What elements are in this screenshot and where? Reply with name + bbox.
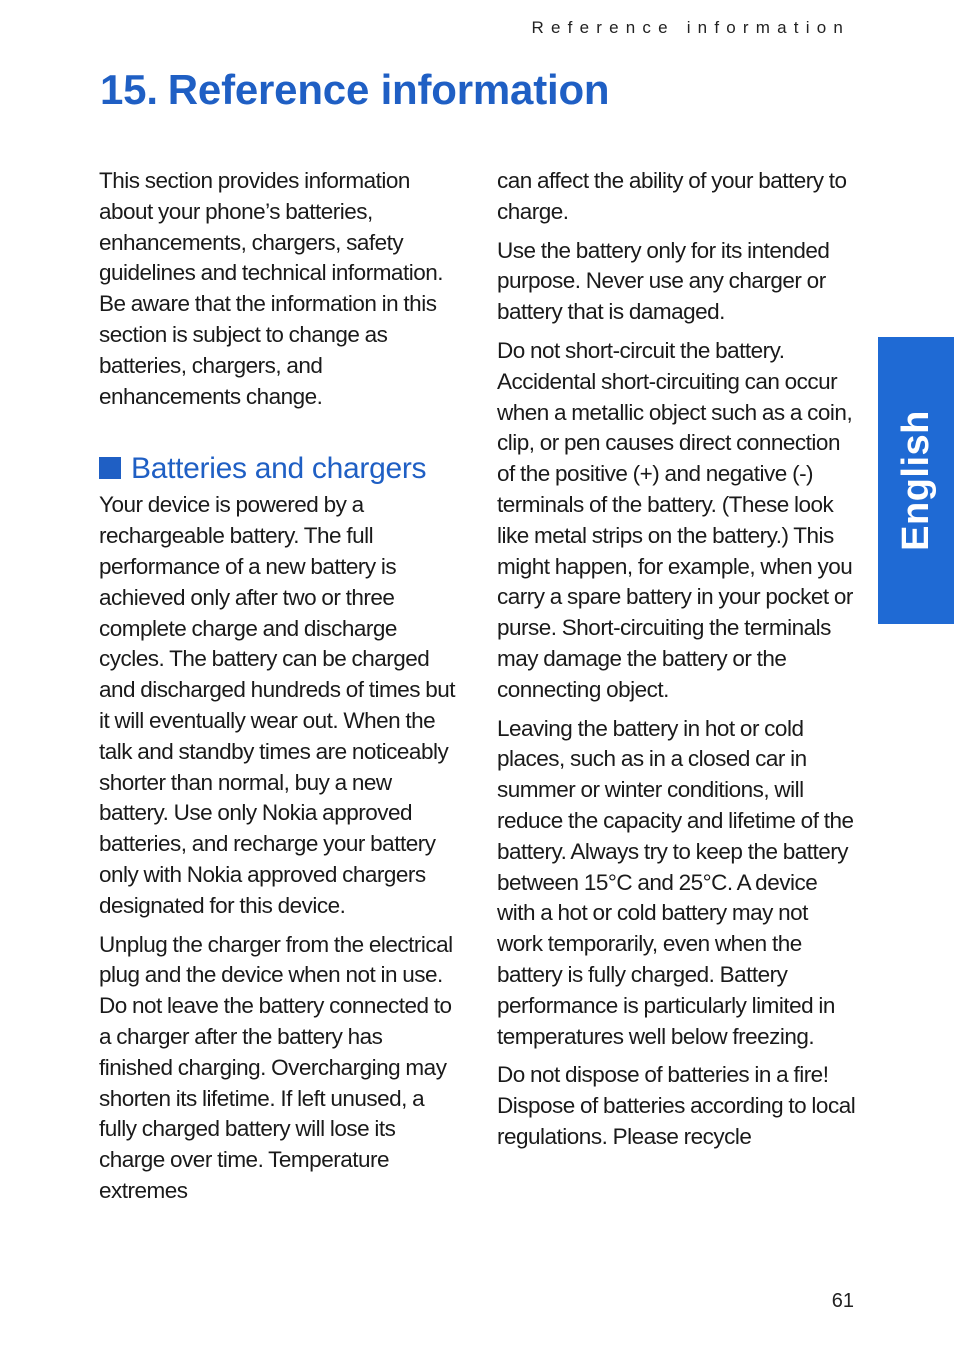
chapter-title-text: Reference information <box>167 66 610 113</box>
chapter-number: 15. <box>100 66 158 113</box>
running-header: Reference information <box>531 18 850 37</box>
body-paragraph: can affect the ability of your battery to charge. <box>497 168 847 224</box>
section-square-icon <box>99 457 121 479</box>
intro-paragraph: This section provides information about your phone’s batteries, enhancements, chargers, safety guidelines and technical information. Be aware that the information in this section is subject to change as batteries, chargers, and enhancements change. <box>99 168 443 409</box>
body-paragraph: Do not dispose of batteries in a fire! Dispose of batteries according to local regulations. Please recycle <box>497 1062 856 1149</box>
right-column <box>497 166 857 1161</box>
page-number: 61 <box>831 1290 854 1312</box>
chapter-title <box>100 66 609 114</box>
body-paragraph: Leaving the battery in hot or cold places, such as in a closed car in summer or winter conditions, will reduce the capacity and lifetime of the battery. Always try to keep the battery between 15°C and 25°C. A device with a hot or cold battery may not work temporarily, even when the battery is fully charged. Battery performance is particularly limited in temperatures well below freezing. <box>497 715 854 1049</box>
language-tab-label: English <box>894 410 937 551</box>
body-paragraph: Your device is powered by a rechargeable battery. The full performance of a new battery is achieved only after two or three complete charge and discharge cycles. The battery can be charged and discharged hundreds of times but it will eventually wear out. When the talk and standby times are noticeably shorter than normal, buy a new battery. Use only Nokia approved batteries, and recharge your battery only with Nokia approved chargers designated for this device. <box>99 492 455 918</box>
body-paragraph: Unplug the charger from the electrical plug and the device when not in use. Do not leave the battery connected to a charger after the battery has finished charging. Overcharging may shorten its lifetime. If left unused, a fully charged battery will lose its charge over time. Temperature extremes <box>99 931 453 1203</box>
section-heading-text: Batteries and chargers <box>131 452 427 486</box>
language-tab <box>878 337 954 624</box>
left-column <box>99 166 459 1215</box>
body-paragraph: Use the battery only for its intended purpose. Never use any charger or battery that is damaged. <box>497 237 830 325</box>
body-paragraph: Do not short-circuit the battery. Accidental short-circuiting can occur when a metallic object such as a coin, clip, or pen causes direct connection of the positive (+) and negative (-) terminals of the battery. (These look like metal strips on the battery.) This might happen, for example, when you carry a spare battery in your pocket or purse. Short-circuiting the terminals may damage the battery or the connecting object. <box>497 337 853 702</box>
section-heading <box>99 452 459 486</box>
